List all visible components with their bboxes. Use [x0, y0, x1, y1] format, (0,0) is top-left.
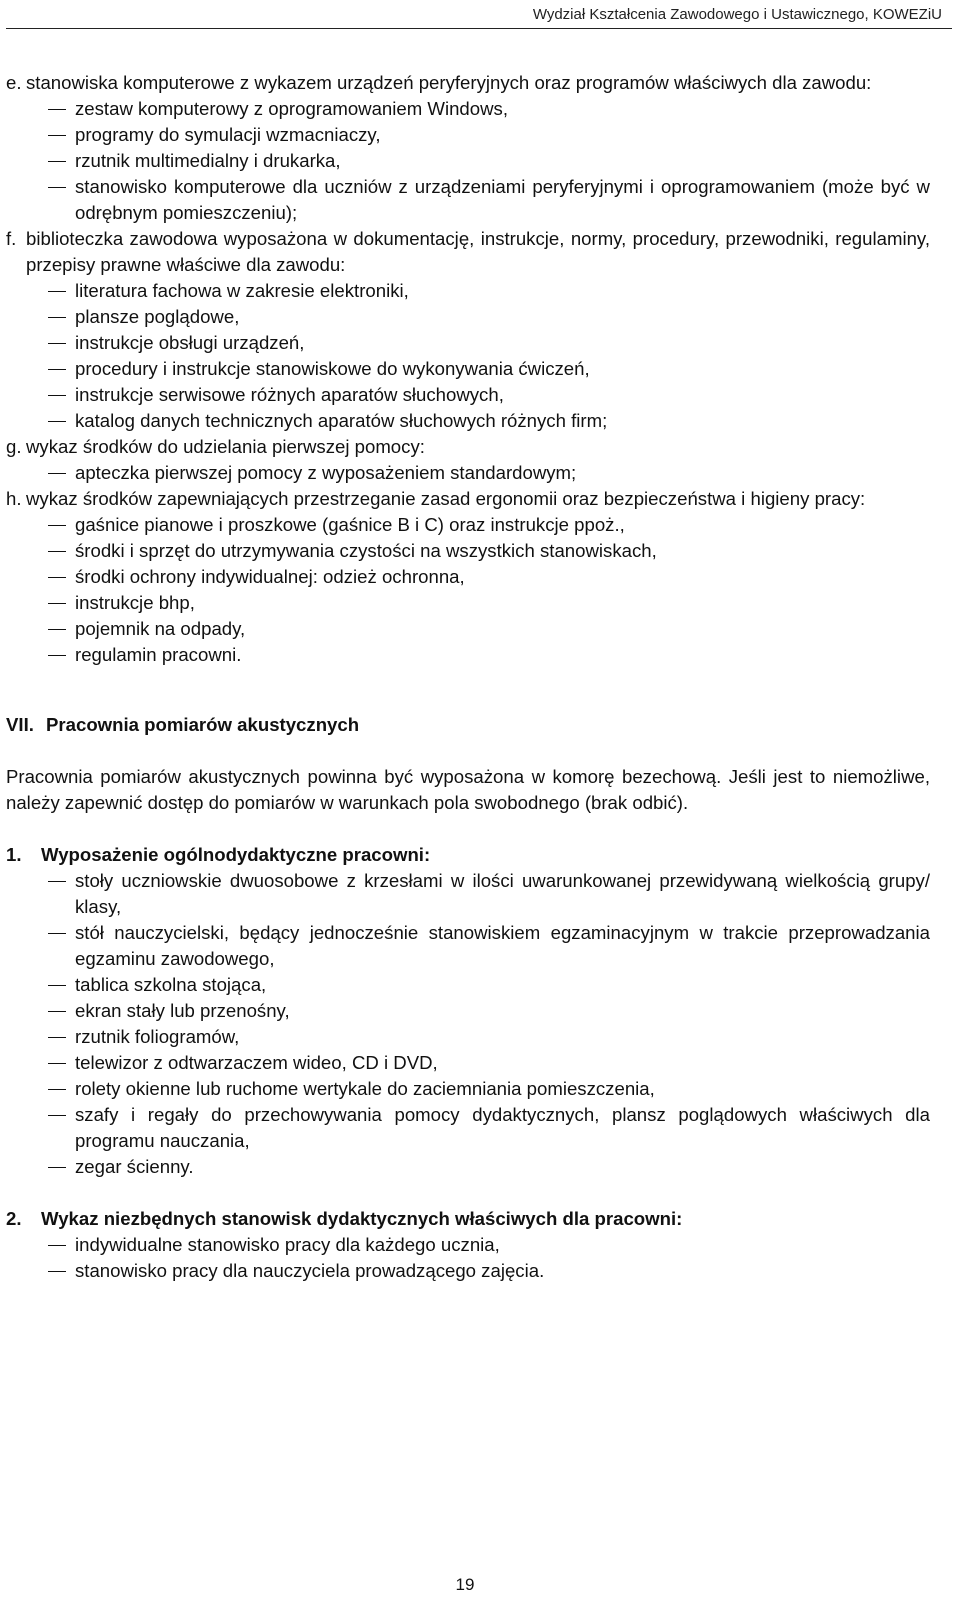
dash-bullet	[48, 881, 66, 882]
list-item-text: stoły uczniowskie dwuosobowe z krzesłami w ilości uwarunkowanej przewidywaną wielkością grupy/ klasy,	[75, 870, 930, 917]
section-intro: Pracownia pomiarów akustycznych powinna być wyposażona w komorę bezechową. Jeśli jest to niemożliwe, należy zapewnić dostęp do pomiarów w warunkach pola swobodnego (brak odbić).	[6, 766, 930, 813]
dash-bullet	[48, 1167, 66, 1168]
list-item-g	[6, 434, 930, 460]
list-item	[6, 148, 930, 174]
list-item	[6, 304, 930, 330]
item-text: wykaz środków do udzielania pierwszej pomocy:	[26, 436, 425, 457]
list-item-text: instrukcje serwisowe różnych aparatów słuchowych,	[75, 384, 504, 405]
dash-bullet	[48, 291, 66, 292]
dash-bullet	[48, 577, 66, 578]
list-item	[6, 972, 930, 998]
dash-bullet	[48, 1271, 66, 1272]
list-item-text: regulamin pracowni.	[75, 644, 242, 665]
dash-bullet	[48, 187, 66, 188]
dash-bullet	[48, 551, 66, 552]
list-item-text: apteczka pierwszej pomocy z wyposażeniem standardowym;	[75, 462, 577, 483]
list-item-text: ekran stały lub przenośny,	[75, 1000, 290, 1021]
list-item	[6, 174, 930, 226]
bullet-list-f	[6, 278, 930, 434]
dash-bullet	[48, 1089, 66, 1090]
dash-bullet	[48, 421, 66, 422]
list-item	[6, 1076, 930, 1102]
dash-bullet	[48, 369, 66, 370]
list-item-e	[6, 70, 930, 96]
list-item	[6, 1024, 930, 1050]
dash-bullet	[48, 317, 66, 318]
list-item	[6, 590, 930, 616]
item-marker: e.	[6, 72, 22, 93]
dash-bullet	[48, 395, 66, 396]
item-text: wykaz środków zapewniających przestrzeganie zasad ergonomii oraz bezpieczeństwa i higieny pracy:	[26, 488, 866, 509]
list-item	[6, 356, 930, 382]
list-item	[6, 920, 930, 972]
list-item-text: zestaw komputerowy z oprogramowaniem Windows,	[75, 98, 508, 119]
list-item	[6, 122, 930, 148]
list-item-text: indywidualne stanowisko pracy dla każdego ucznia,	[75, 1234, 500, 1255]
subsection-title: Wykaz niezbędnych stanowisk dydaktycznych właściwych dla pracowni:	[41, 1208, 683, 1229]
item-marker: f.	[6, 228, 17, 249]
list-item-text: literatura fachowa w zakresie elektroniki,	[75, 280, 409, 301]
list-item-h	[6, 486, 930, 512]
list-item-text: rzutnik multimedialny i drukarka,	[75, 150, 341, 171]
dash-bullet	[48, 473, 66, 474]
list-item-text: procedury i instrukcje stanowiskowe do wykonywania ćwiczeń,	[75, 358, 590, 379]
list-item	[6, 1050, 930, 1076]
list-item	[6, 96, 930, 122]
list-item	[6, 512, 930, 538]
list-item-text: stanowisko komputerowe dla uczniów z urządzeniami peryferyjnymi i oprogramowaniem (może być w odrębnym pomieszczeniu);	[75, 176, 930, 223]
list-item-text: telewizor z odtwarzaczem wideo, CD i DVD,	[75, 1052, 438, 1073]
dash-bullet	[48, 1063, 66, 1064]
list-item-text: programy do symulacji wzmacniaczy,	[75, 124, 381, 145]
dash-bullet	[48, 1011, 66, 1012]
list-item-text: szafy i regały do przechowywania pomocy dydaktycznych, plansz poglądowych właściwych dla programu nauczania,	[75, 1104, 930, 1151]
section-marker: VII.	[6, 714, 34, 735]
list-item	[6, 1232, 930, 1258]
dash-bullet	[48, 135, 66, 136]
dash-bullet	[48, 1245, 66, 1246]
list-item-f	[6, 226, 930, 278]
list-item-text: rzutnik foliogramów,	[75, 1026, 240, 1047]
list-item	[6, 564, 930, 590]
item-text: biblioteczka zawodowa wyposażona w dokumentację, instrukcje, normy, procedury, przewodniki, regulaminy, przepisy prawne właściwe dla zawodu:	[26, 228, 930, 275]
bullet-list-2	[6, 1232, 930, 1284]
dash-bullet	[48, 985, 66, 986]
dash-bullet	[48, 933, 66, 934]
page-header: Wydział Kształcenia Zawodowego i Ustawicznego, KOWEZiU	[532, 6, 942, 23]
list-item	[6, 330, 930, 356]
dash-bullet	[48, 603, 66, 604]
dash-bullet	[48, 343, 66, 344]
section-heading	[6, 712, 930, 738]
list-item-text: środki i sprzęt do utrzymywania czystości na wszystkich stanowiskach,	[75, 540, 657, 561]
list-item	[6, 868, 930, 920]
list-item-text: plansze poglądowe,	[75, 306, 240, 327]
list-item-text: katalog danych technicznych aparatów słuchowych różnych firm;	[75, 410, 608, 431]
list-item-text: rolety okienne lub ruchome wertykale do zaciemniania pomieszczenia,	[75, 1078, 655, 1099]
bullet-list-1	[6, 868, 930, 1180]
dash-bullet	[48, 1115, 66, 1116]
header-divider	[6, 28, 952, 29]
list-item	[6, 1102, 930, 1154]
dash-bullet	[48, 525, 66, 526]
subsection-marker: 2.	[6, 1208, 22, 1229]
dash-bullet	[48, 629, 66, 630]
list-item	[6, 278, 930, 304]
list-item	[6, 1154, 930, 1180]
list-item-text: tablica szkolna stojąca,	[75, 974, 267, 995]
list-item	[6, 1258, 930, 1284]
list-item-text: zegar ścienny.	[75, 1156, 194, 1177]
list-item	[6, 998, 930, 1024]
list-item-text: stół nauczycielski, będący jednocześnie stanowiskiem egzaminacyjnym w trakcie przeprowadzania egzaminu zawodowego,	[75, 922, 930, 969]
item-marker: h.	[6, 488, 22, 509]
item-text: stanowiska komputerowe z wykazem urządzeń peryferyjnych oraz programów właściwych dla zawodu:	[26, 72, 872, 93]
list-item-text: gaśnice pianowe i proszkowe (gaśnice B i C) oraz instrukcje ppoż.,	[75, 514, 625, 535]
list-item	[6, 616, 930, 642]
list-item-text: środki ochrony indywidualnej: odzież ochronna,	[75, 566, 465, 587]
list-item-text: instrukcje bhp,	[75, 592, 195, 613]
page-number: 19	[455, 1575, 475, 1594]
item-marker: g.	[6, 436, 22, 457]
dash-bullet	[48, 1037, 66, 1038]
section-title: Pracownia pomiarów akustycznych	[46, 714, 360, 735]
bullet-list-g	[6, 460, 930, 486]
dash-bullet	[48, 161, 66, 162]
bullet-list-e	[6, 96, 930, 226]
list-item	[6, 408, 930, 434]
bullet-list-h	[6, 512, 930, 668]
dash-bullet	[48, 655, 66, 656]
list-item-text: pojemnik na odpady,	[75, 618, 246, 639]
subsection-title: Wyposażenie ogólnodydaktyczne pracowni:	[41, 844, 431, 865]
dash-bullet	[48, 109, 66, 110]
subsection-marker: 1.	[6, 844, 22, 865]
list-item	[6, 382, 930, 408]
list-item	[6, 538, 930, 564]
list-item-text: stanowisko pracy dla nauczyciela prowadzącego zajęcia.	[75, 1260, 545, 1281]
subsection-heading-1	[6, 842, 930, 868]
list-item	[6, 460, 930, 486]
document-body	[6, 70, 930, 1284]
list-item	[6, 642, 930, 668]
subsection-heading-2	[6, 1206, 930, 1232]
list-item-text: instrukcje obsługi urządzeń,	[75, 332, 305, 353]
